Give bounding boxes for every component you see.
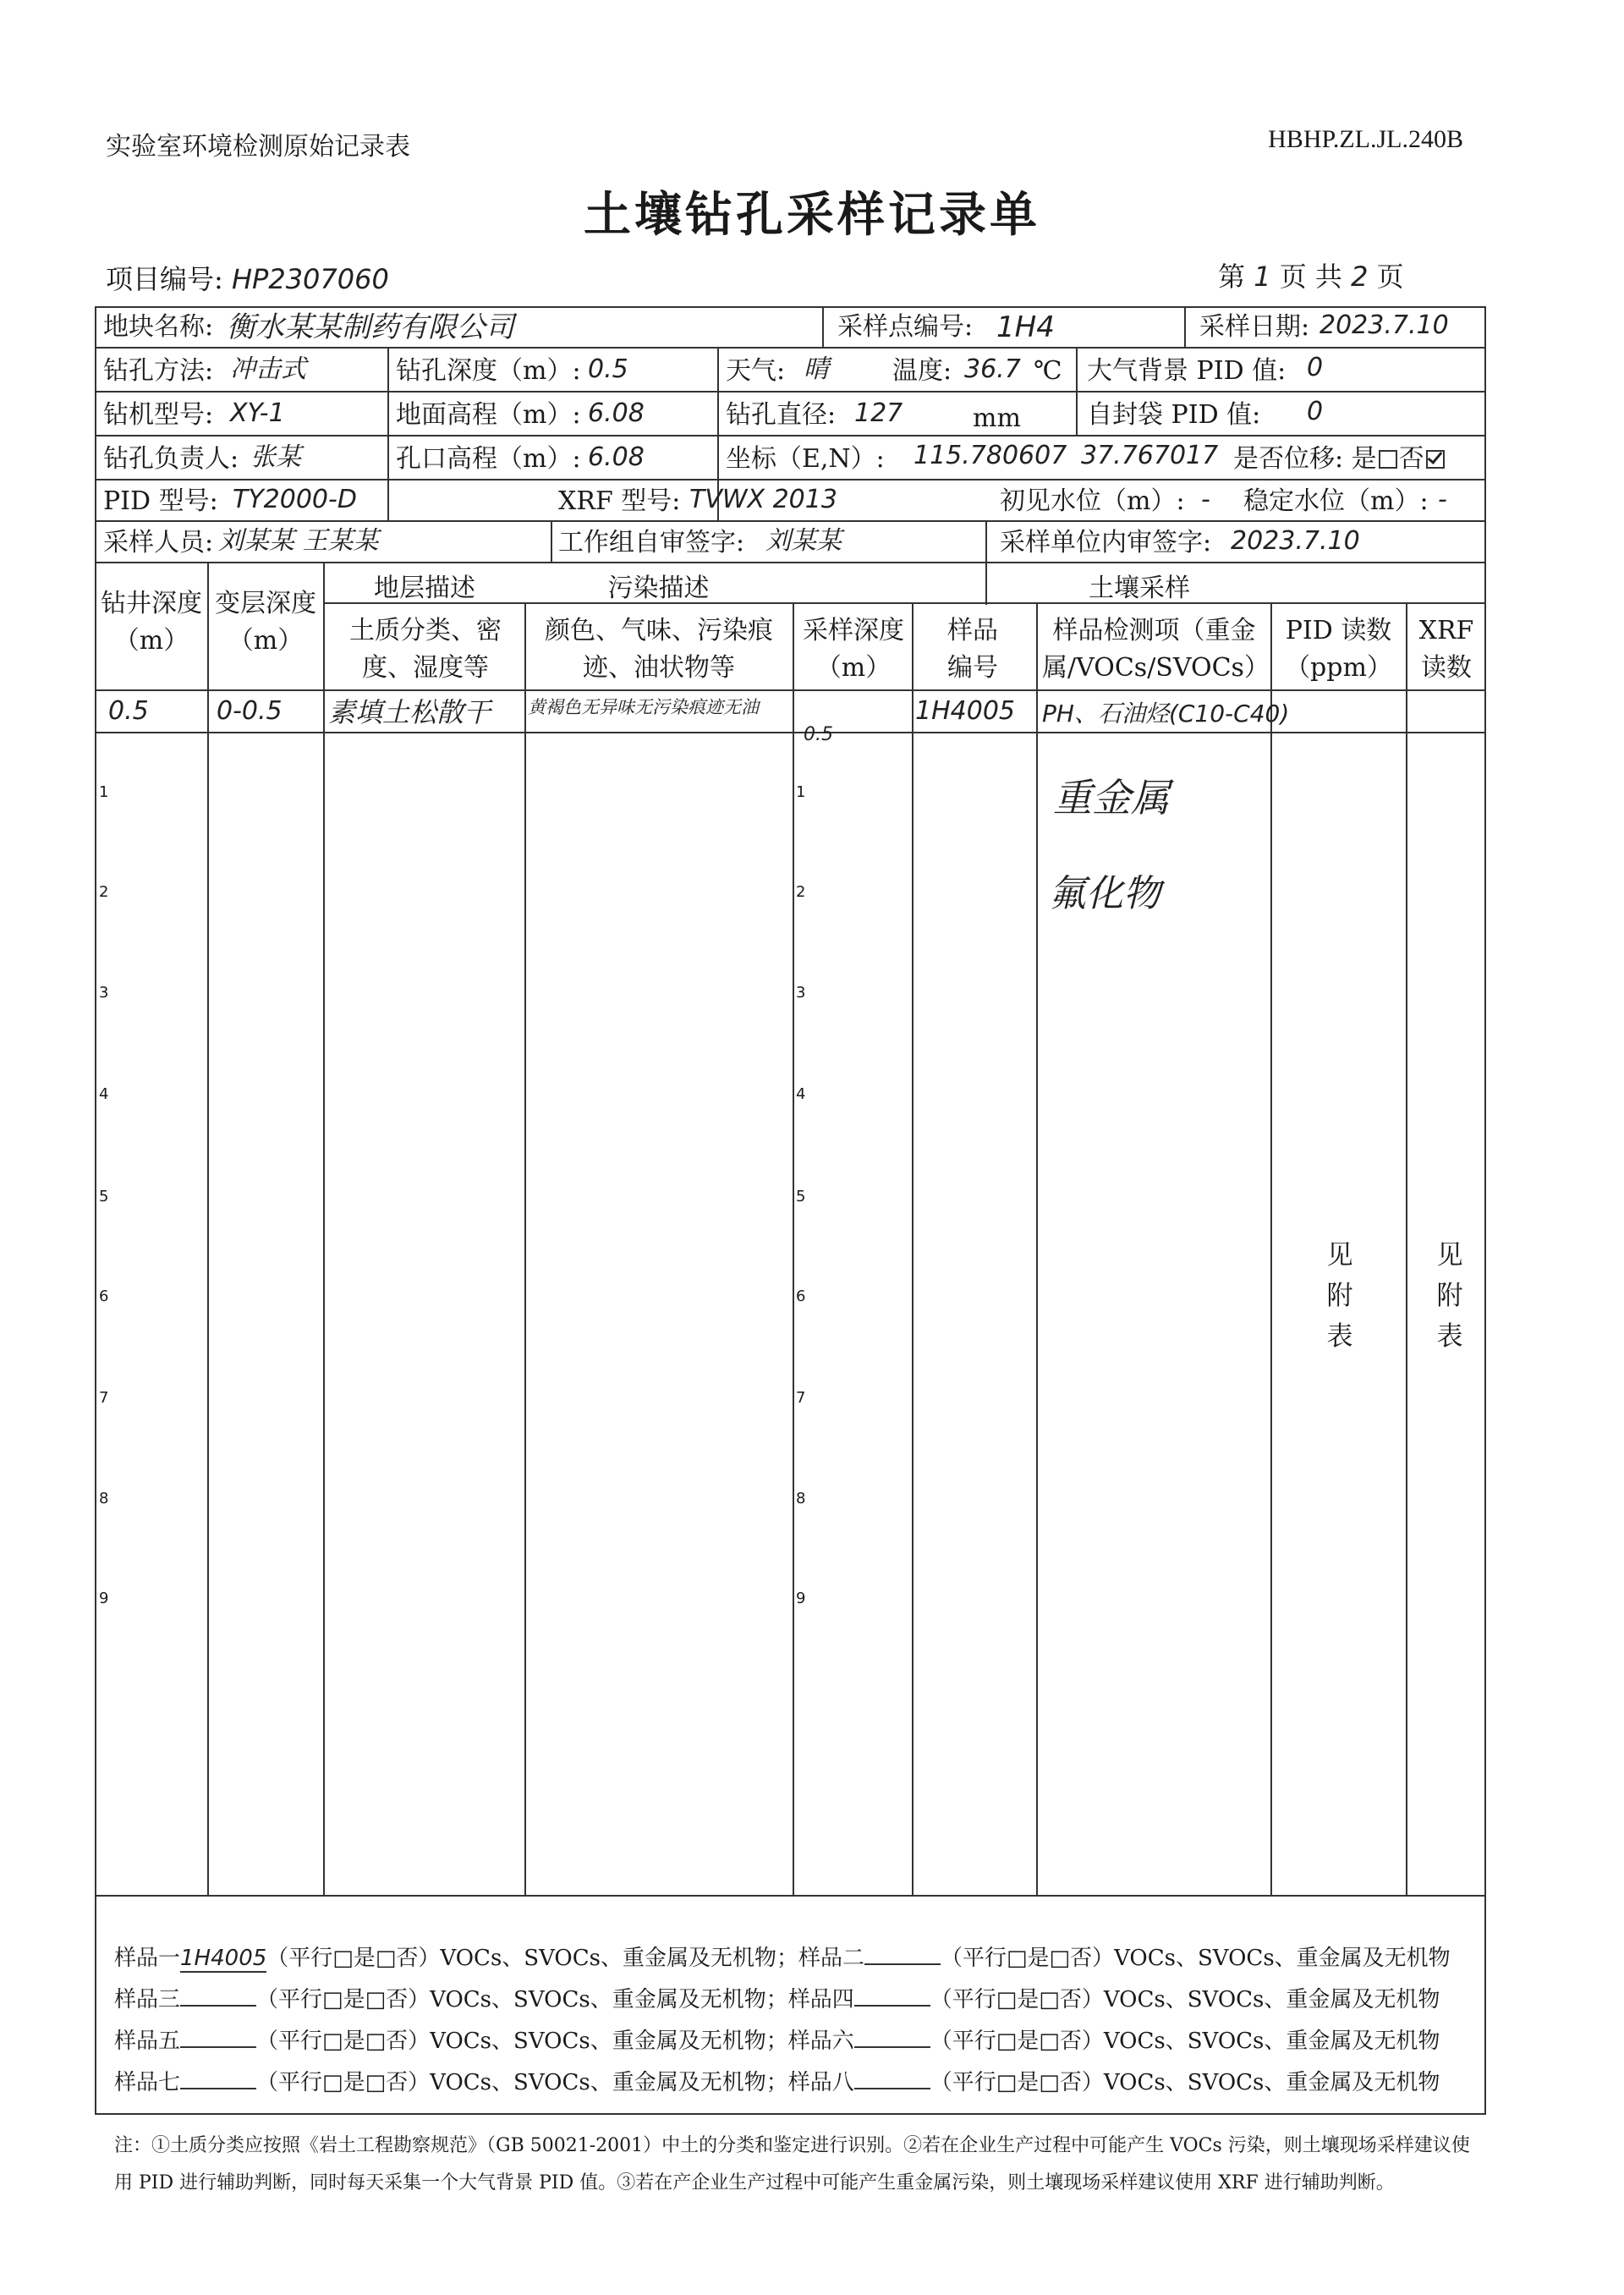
- col-sample-depth: 采样深度（m）: [803, 616, 904, 683]
- row-line: [95, 347, 1486, 349]
- depth-value: 0.5: [588, 354, 628, 384]
- xrf-see-attachment: 见附表: [1436, 1240, 1463, 1353]
- sample-row: [114, 2023, 1440, 2055]
- row-layer-depth: 0-0.5: [217, 696, 283, 726]
- ground-elev-label: 地面高程（m）:: [396, 400, 581, 430]
- col-line: [1406, 602, 1407, 1895]
- depth-tick: 1: [99, 783, 109, 801]
- leader-value: 张某: [250, 442, 301, 472]
- col-soil: 土质分类、密度、湿度等: [349, 616, 502, 683]
- sample-7-label: 样品七: [114, 2070, 181, 2095]
- group-strata: 地层描述: [374, 574, 475, 603]
- sample-5-blank[interactable]: [180, 2028, 256, 2048]
- shift-field: [1233, 444, 1446, 474]
- col-xrf: XRF 读数: [1418, 616, 1474, 683]
- row-sample-depth: 0.5: [804, 724, 833, 745]
- col-line: [524, 602, 526, 1895]
- coord-n-value: 37.767017: [1081, 441, 1219, 470]
- sample-depth-tick: 5: [796, 1188, 806, 1205]
- row-line: [95, 689, 1486, 691]
- sample-8-blank[interactable]: [854, 2069, 930, 2089]
- hole-elev-label: 孔口高程（m）:: [396, 444, 581, 474]
- method-value: 冲击式: [230, 354, 306, 384]
- xrf-model-value: TVWX 2013: [689, 485, 837, 514]
- sample-1-label: 样品一: [114, 1946, 181, 1971]
- self-check-value: 刘某某: [765, 526, 842, 556]
- page-number: 1: [1254, 261, 1271, 293]
- footnote: 注：①土质分类应按照《岩土工程勘察规范》（GB 50021-2001）中土的分类和鉴定进行识别。②若在企业生产过程中可能产生 VOCs 污染，则土壤现场采样建议使用 PID 进行辅助判断，同时每天采集一个大气背景 PID 值。③若在产企业生产过程中可能产生重金属污染，则土壤现场采样建议使用 XRF 进行辅助判断。: [114, 2135, 1470, 2193]
- page-mid: 页 共: [1279, 261, 1342, 293]
- row-soil: 素填土松散干: [328, 696, 491, 728]
- col-line: [551, 520, 552, 562]
- leader-label: 钻孔负责人:: [103, 444, 239, 474]
- sample-3-blank[interactable]: [180, 1986, 256, 2007]
- depth-tick: 4: [99, 1085, 109, 1103]
- depth-tick: 8: [99, 1490, 109, 1507]
- col-line: [1270, 602, 1272, 1895]
- project-number: [106, 258, 389, 297]
- coord-e-value: 115.780607: [914, 441, 1067, 470]
- temp-unit: ℃: [1034, 356, 1062, 386]
- col-line: [387, 347, 389, 520]
- row-well-depth: 0.5: [108, 696, 149, 726]
- row-line: [95, 520, 1486, 522]
- sample-4-tail: （平行□是□否）VOCs、SVOCs、重金属及无机物: [930, 1987, 1440, 2012]
- row-line: [95, 562, 1486, 563]
- page-title: 土壤钻孔采样记录单: [584, 187, 1040, 243]
- pid-model-label: PID 型号:: [103, 486, 218, 516]
- method-label: 钻孔方法:: [103, 356, 214, 386]
- diameter-value: 127: [854, 398, 903, 428]
- sample-6-label: 样品六: [787, 2029, 854, 2054]
- sample-6-tail: （平行□是□否）VOCs、SVOCs、重金属及无机物: [930, 2029, 1440, 2054]
- sample-depth-tick: 1: [796, 783, 806, 801]
- shift-no-label: 否: [1398, 444, 1424, 474]
- form-code: HBHP.ZL.JL.240B: [1268, 125, 1463, 153]
- rig-value: XY-1: [230, 398, 285, 428]
- sample-row: [114, 1941, 1451, 1973]
- col-items: 样品检测项（重金属/VOCs/SVOCs）: [1042, 616, 1270, 683]
- col-sample-no: 样品编号: [947, 616, 998, 683]
- depth-tick: 2: [99, 883, 109, 901]
- group-sampling: 土壤采样: [1089, 574, 1190, 603]
- sample-2-tail: （平行□是□否）VOCs、SVOCs、重金属及无机物: [940, 1946, 1451, 1971]
- sample-depth-tick: 3: [796, 984, 806, 1002]
- sample-depth-tick: 4: [796, 1085, 806, 1103]
- page-prefix: 第: [1218, 261, 1246, 293]
- col-pid: PID 读数（ppm）: [1285, 616, 1392, 683]
- sample-7-blank[interactable]: [180, 2069, 256, 2089]
- sample-depth-tick: 6: [796, 1288, 806, 1305]
- sample-3-tail: （平行□是□否）VOCs、SVOCs、重金属及无机物；: [256, 1987, 788, 2012]
- date-label: 采样日期:: [1199, 312, 1310, 342]
- col-line: [207, 562, 209, 1895]
- row-items-3: 氟化物: [1049, 872, 1160, 915]
- pid-model-value: TY2000-D: [233, 485, 357, 514]
- weather-label: 天气:: [726, 356, 786, 386]
- rig-label: 钻机型号:: [103, 400, 214, 430]
- col-line: [1076, 347, 1078, 435]
- row-line: [95, 479, 1486, 480]
- first-water-value: -: [1201, 485, 1210, 514]
- col-well-depth: 钻井深度（m）: [101, 589, 202, 656]
- row-items-1: PH、石油烃(C10-C40): [1042, 700, 1290, 727]
- sample-depth-tick: 8: [796, 1490, 806, 1507]
- sample-8-tail: （平行□是□否）VOCs、SVOCs、重金属及无机物: [930, 2070, 1440, 2095]
- sample-1-tail: （平行□是□否）VOCs、SVOCs、重金属及无机物；: [266, 1946, 798, 1971]
- plot-name-value: 衡水某某制药有限公司: [227, 310, 514, 344]
- shift-label: 是否位移: 是: [1233, 444, 1377, 474]
- col-line: [1184, 306, 1186, 347]
- row-line: [95, 732, 1486, 733]
- temp-label: 温度:: [892, 356, 952, 386]
- sample-2-blank[interactable]: [864, 1945, 941, 1965]
- form-name: 实验室环境检测原始记录表: [106, 132, 410, 162]
- sample-5-tail: （平行□是□否）VOCs、SVOCs、重金属及无机物；: [256, 2029, 788, 2054]
- row-items-2: 重金属: [1053, 775, 1170, 821]
- page-suffix: 页: [1376, 261, 1404, 293]
- sample-5-label: 样品五: [114, 2029, 181, 2054]
- sample-7-tail: （平行□是□否）VOCs、SVOCs、重金属及无机物；: [256, 2070, 788, 2095]
- col-line: [793, 602, 794, 1895]
- row-line: [95, 1895, 1486, 1897]
- hole-elev-value: 6.08: [588, 442, 645, 472]
- sample-8-label: 样品八: [787, 2070, 854, 2095]
- bag-pid-label: 自封袋 PID 值:: [1087, 400, 1261, 430]
- xrf-model-label: XRF 型号:: [558, 486, 681, 516]
- depth-tick: 6: [99, 1288, 109, 1305]
- sample-4-blank[interactable]: [854, 1986, 930, 2007]
- sample-row: [114, 2065, 1440, 2096]
- row-sample-no: 1H4005: [915, 696, 1015, 726]
- sample-1-value[interactable]: 1H4005: [180, 1946, 267, 1971]
- sample-row: [114, 1982, 1440, 2013]
- bag-pid-value: 0: [1307, 397, 1324, 426]
- row-line: [95, 391, 1486, 393]
- sample-4-label: 样品四: [787, 1987, 854, 2012]
- samplers-label: 采样人员:: [103, 528, 214, 557]
- page-total: 2: [1351, 261, 1369, 293]
- col-line: [912, 602, 914, 1895]
- depth-tick: 9: [99, 1589, 109, 1607]
- date-value: 2023.7.10: [1320, 310, 1449, 340]
- col-layer-depth: 变层深度（m）: [215, 589, 316, 656]
- point-no-value: 1H4: [996, 310, 1055, 344]
- row-line: [95, 435, 1486, 436]
- diameter-label: 钻孔直径:: [726, 400, 837, 430]
- col-pollution: 颜色、气味、污染痕迹、油状物等: [545, 616, 773, 683]
- unit-check-value: 2023.7.10: [1231, 526, 1360, 556]
- pid-see-attachment: 见附表: [1326, 1240, 1353, 1353]
- depth-tick: 5: [99, 1188, 109, 1205]
- sample-depth-tick: 7: [796, 1389, 806, 1407]
- depth-label: 钻孔深度（m）:: [396, 356, 581, 386]
- sample-2-label: 样品二: [798, 1946, 864, 1971]
- sample-3-label: 样品三: [114, 1987, 181, 2012]
- coord-label: 坐标（E,N）:: [726, 444, 885, 474]
- ground-elev-value: 6.08: [588, 398, 645, 428]
- shift-yes-checkbox[interactable]: [1379, 450, 1397, 469]
- shift-no-checkbox[interactable]: [1426, 450, 1445, 469]
- point-no-label: 采样点编号:: [837, 312, 974, 342]
- self-check-label: 工作组自审签字:: [558, 528, 745, 557]
- group-pollution: 污染描述: [607, 574, 710, 603]
- stable-water-label: 稳定水位（m）:: [1243, 486, 1429, 516]
- diameter-unit: mm: [973, 404, 1021, 433]
- depth-tick: 7: [99, 1389, 109, 1407]
- bg-pid-label: 大气背景 PID 值:: [1087, 356, 1287, 386]
- weather-value: 晴: [804, 354, 829, 384]
- samplers-value: 刘某某 王某某: [218, 526, 379, 556]
- plot-name-label: 地块名称:: [103, 312, 214, 342]
- project-number-label: 项目编号:: [106, 263, 223, 295]
- col-line: [1036, 602, 1038, 1895]
- sample-depth-tick: 2: [796, 883, 806, 901]
- first-water-label: 初见水位（m）:: [1000, 486, 1185, 516]
- temp-value: 36.7: [964, 354, 1021, 384]
- project-number-value: HP2307060: [231, 263, 389, 295]
- col-line: [822, 306, 824, 347]
- sample-depth-tick: 9: [796, 1589, 806, 1607]
- unit-check-label: 采样单位内审签字:: [1000, 528, 1212, 557]
- col-line: [323, 562, 325, 1895]
- depth-tick: 3: [99, 984, 109, 1002]
- stable-water-value: -: [1438, 485, 1447, 514]
- sample-6-blank[interactable]: [854, 2028, 930, 2048]
- bg-pid-value: 0: [1307, 353, 1324, 382]
- row-pollution: 黄褐色无异味无污染痕迹无油: [528, 697, 759, 717]
- page-counter: [1218, 255, 1404, 294]
